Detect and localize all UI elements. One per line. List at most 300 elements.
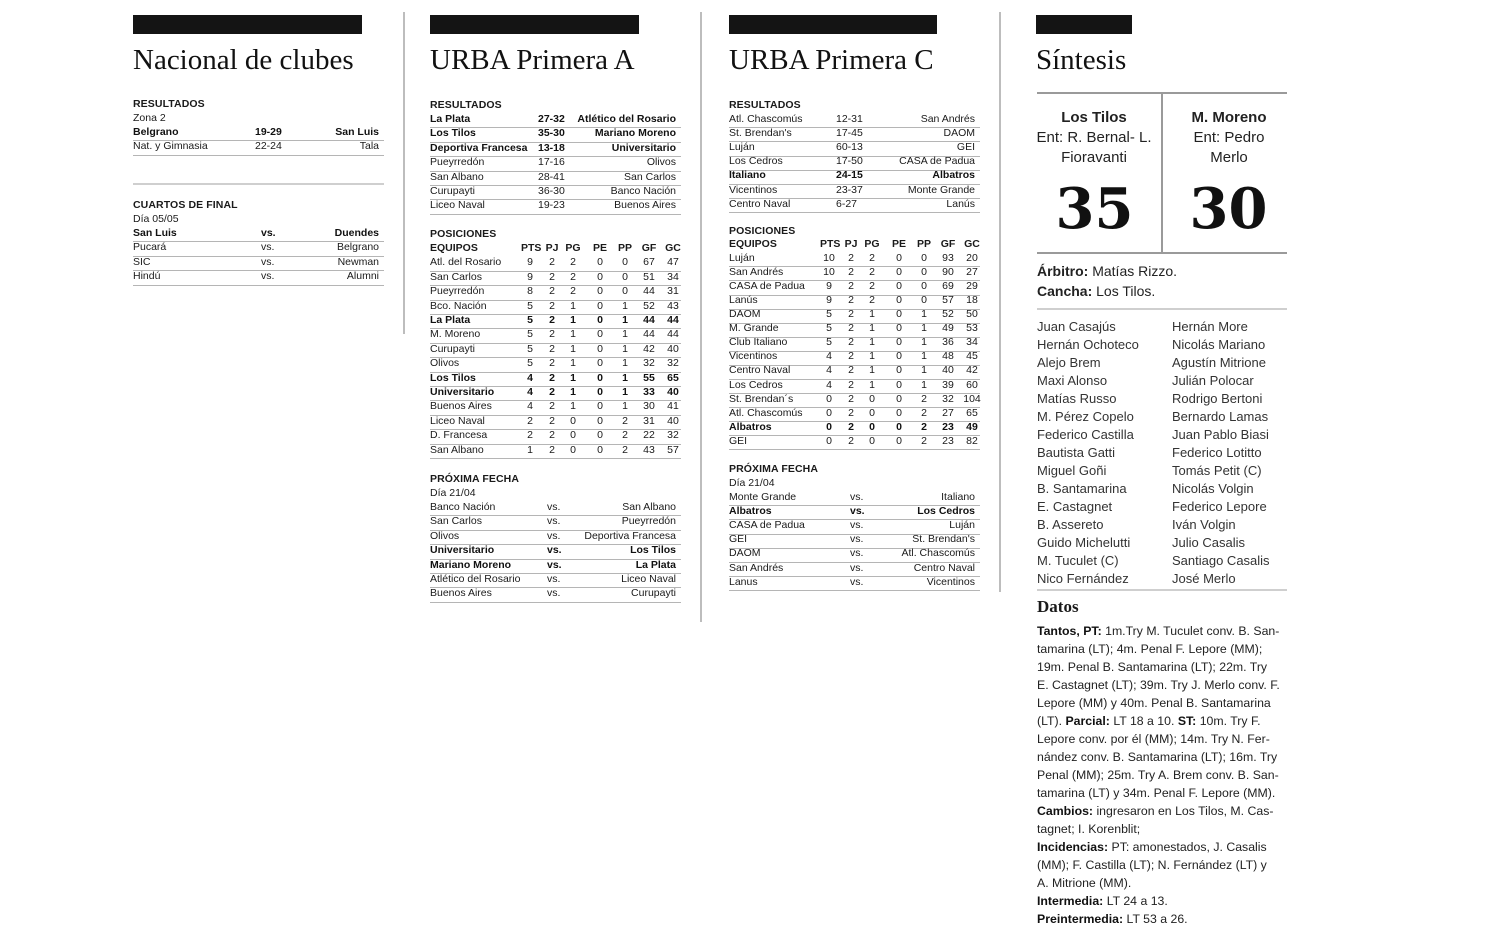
- resultados-label: RESULTADOS: [133, 98, 205, 110]
- stat-cell: 2: [869, 294, 875, 307]
- vs-label: vs.: [547, 529, 561, 542]
- section-bar: [1036, 15, 1132, 34]
- column-divider: [700, 12, 702, 622]
- datos-label: Intermedia:: [1037, 894, 1104, 908]
- stat-cell: 0: [826, 420, 832, 433]
- stat-cell: 23: [942, 434, 954, 447]
- away-team: Alumni: [346, 270, 379, 283]
- stat-cell: 42: [643, 342, 655, 355]
- stat-cell: 4: [826, 350, 832, 363]
- away-team: Los Cedros: [917, 505, 975, 518]
- vs-label: vs.: [850, 547, 864, 560]
- datos-line: [1037, 892, 1289, 910]
- team-name: Olivos: [430, 357, 460, 370]
- stat-cell: 2: [848, 280, 854, 293]
- home-team-name: Los Tilos: [1061, 109, 1127, 126]
- score-divider: [1161, 94, 1163, 252]
- away-team: Buenos Aires: [614, 199, 676, 212]
- stat-cell: 4: [527, 371, 533, 384]
- stat-cell: 0: [597, 400, 603, 413]
- team-name: D. Francesa: [430, 429, 488, 442]
- home-team: Albatros: [729, 505, 772, 518]
- team-name: Bco. Nación: [430, 299, 487, 312]
- stat-cell: 1: [570, 371, 576, 384]
- stat-cell: 4: [826, 364, 832, 377]
- datos-label: Tantos, PT:: [1037, 624, 1102, 638]
- home-team: Centro Naval: [729, 197, 791, 210]
- datos-text: 10m. Try F.: [1196, 714, 1261, 728]
- section-title: Síntesis: [1036, 44, 1127, 76]
- stat-cell: 5: [826, 308, 832, 321]
- stat-cell: 57: [942, 294, 954, 307]
- stat-cell: 2: [549, 314, 555, 326]
- stat-cell: 10: [823, 266, 835, 279]
- score: 24-15: [836, 169, 863, 182]
- team-name: M. Moreno: [430, 328, 481, 341]
- table-row: [430, 400, 681, 415]
- stat-cell: 0: [622, 285, 628, 298]
- player-name: Federico Lepore: [1172, 499, 1267, 514]
- score: 13-18: [538, 141, 565, 154]
- away-team-name: M. Moreno: [1191, 109, 1267, 126]
- stat-cell: 0: [622, 270, 628, 283]
- cancha-value: Los Tilos.: [1096, 283, 1156, 299]
- column-header: GC: [964, 238, 980, 250]
- team-name: Albatros: [729, 420, 772, 433]
- team-name: Pueyrredón: [430, 285, 485, 298]
- home-coach: Fioravanti: [1061, 149, 1127, 166]
- player-name: Guido Michelutti: [1037, 535, 1131, 550]
- stat-cell: 2: [848, 434, 854, 447]
- stat-cell: 22: [643, 429, 655, 442]
- stat-cell: 1: [869, 350, 875, 363]
- home-team: La Plata: [430, 113, 471, 125]
- stat-cell: 0: [921, 266, 927, 279]
- home-team: DAOM: [729, 547, 761, 560]
- player-name: Nicolás Mariano: [1172, 337, 1266, 352]
- away-coach: Ent: Pedro: [1193, 129, 1265, 146]
- result-row: [729, 155, 980, 170]
- stat-cell: 1: [622, 299, 628, 312]
- fixture-row: [133, 241, 384, 256]
- vs-label: vs.: [547, 573, 561, 585]
- fixture-row: [729, 519, 980, 534]
- datos-label: ST:: [1177, 714, 1197, 728]
- table-row: [430, 328, 681, 343]
- datos-line: [1037, 838, 1289, 856]
- stat-cell: 9: [527, 256, 533, 269]
- stat-cell: 2: [869, 252, 875, 265]
- team-name: San Carlos: [430, 270, 482, 283]
- stat-cell: 1: [921, 336, 927, 349]
- section-title: Nacional de clubes: [133, 44, 354, 76]
- vs-label: vs.: [850, 533, 864, 546]
- stat-cell: 2: [549, 256, 555, 269]
- player-name: José Merlo: [1172, 571, 1236, 586]
- stat-cell: 0: [597, 429, 603, 442]
- datos-text: (LT).: [1037, 714, 1066, 728]
- stat-cell: 2: [549, 429, 555, 442]
- stat-cell: 2: [869, 280, 875, 293]
- stat-cell: 69: [942, 280, 954, 293]
- datos-title: Datos: [1037, 597, 1079, 616]
- stat-cell: 49: [966, 420, 978, 433]
- stat-cell: 10: [823, 252, 835, 265]
- vs-label: vs.: [547, 544, 562, 557]
- away-team: Olivos: [646, 156, 676, 169]
- stat-cell: 2: [570, 285, 576, 298]
- team-name: DAOM: [729, 308, 761, 321]
- home-team: San Andrés: [729, 561, 784, 574]
- stat-cell: 0: [896, 406, 902, 419]
- stat-cell: 1: [869, 322, 875, 335]
- away-team: San Carlos: [624, 170, 676, 183]
- stat-cell: 0: [896, 252, 902, 265]
- stat-cell: 44: [643, 328, 655, 341]
- away-team: Los Tilos: [630, 544, 676, 557]
- home-team: Italiano: [729, 169, 766, 182]
- stat-cell: 2: [848, 406, 854, 419]
- team-name: La Plata: [430, 314, 471, 326]
- fixture-row: [430, 559, 681, 574]
- stat-cell: 1: [622, 400, 628, 413]
- fixture-row: [133, 227, 384, 242]
- score: 17-50: [836, 155, 863, 168]
- section-bar: [133, 15, 362, 34]
- dia-label: Día 21/04: [430, 487, 476, 499]
- datos-text: LT 53 a 26.: [1123, 912, 1188, 926]
- stat-cell: 2: [527, 414, 533, 427]
- stat-cell: 1: [622, 314, 628, 326]
- stat-cell: 0: [597, 414, 603, 427]
- resultados-label: RESULTADOS: [430, 99, 502, 111]
- column-header: PG: [864, 238, 880, 250]
- player-name: Tomás Petit (C): [1172, 463, 1262, 478]
- vs-label: vs.: [850, 561, 864, 574]
- stat-cell: 32: [667, 429, 679, 442]
- table-row: [430, 357, 681, 372]
- datos-line: [1037, 820, 1289, 838]
- fixture-row: [729, 533, 980, 548]
- column-header: PP: [916, 238, 931, 250]
- team-name: GEI: [729, 434, 748, 447]
- stat-cell: 0: [570, 443, 576, 456]
- home-coach: Ent: R. Bernal- L.: [1036, 129, 1152, 146]
- stat-cell: 44: [643, 314, 655, 326]
- stat-cell: 1: [570, 314, 576, 326]
- cuartos-label: CUARTOS DE FINAL: [133, 199, 238, 211]
- fixture-row: [133, 270, 384, 285]
- stat-cell: 1: [527, 443, 533, 456]
- home-team: Pueyrredón: [430, 156, 485, 169]
- away-team: Vicentinos: [926, 575, 975, 588]
- stat-cell: 0: [826, 434, 832, 447]
- player-name: Maxi Alonso: [1037, 373, 1108, 388]
- team-name: Los Tilos: [430, 371, 476, 384]
- fixture-row: [430, 530, 681, 545]
- datos-text: E. Castagnet (LT); 39m. Try J. Merlo conv. F.: [1037, 678, 1280, 692]
- stat-cell: 8: [527, 285, 533, 298]
- home-team: Banco Nación: [430, 501, 496, 513]
- table-header: [729, 238, 980, 252]
- stat-cell: 5: [826, 336, 832, 349]
- away-team: San Andrés: [920, 113, 975, 125]
- stat-cell: 9: [826, 280, 832, 293]
- stat-cell: 5: [527, 314, 533, 326]
- result-row: [430, 185, 681, 200]
- table-row: [430, 444, 681, 459]
- away-team: Pueyrredón: [621, 515, 676, 528]
- player-name: Federico Lotitto: [1172, 445, 1262, 460]
- stat-cell: 0: [896, 336, 902, 349]
- stat-cell: 55: [643, 371, 655, 384]
- result-row: [729, 198, 980, 213]
- vs-label: vs.: [850, 505, 865, 518]
- stat-cell: 2: [549, 328, 555, 341]
- team-name: Curupayti: [430, 342, 475, 355]
- home-team: Universitario: [430, 544, 495, 557]
- away-score: 30: [1189, 176, 1268, 242]
- home-team: CASA de Padua: [729, 519, 805, 532]
- datos-text: nández conv. B. Santamarina (LT); 16m. Try: [1037, 750, 1278, 764]
- away-coach: Merlo: [1210, 149, 1248, 166]
- player-name: Juan Casajús: [1037, 319, 1116, 334]
- away-team: Tala: [359, 140, 379, 153]
- player-name: Bautista Gatti: [1037, 445, 1116, 460]
- stat-cell: 49: [942, 322, 954, 335]
- section-title: URBA Primera C: [729, 44, 934, 76]
- stat-cell: 0: [896, 308, 902, 321]
- stat-cell: 0: [597, 342, 603, 355]
- stat-cell: 30: [643, 400, 655, 413]
- stat-cell: 44: [643, 285, 655, 298]
- vs-label: vs.: [261, 241, 275, 254]
- player-name: M. Pérez Copelo: [1037, 409, 1134, 424]
- team-name: San Andrés: [729, 266, 784, 279]
- stat-cell: 0: [597, 371, 603, 384]
- score: 35-30: [538, 127, 565, 140]
- away-team: San Luis: [335, 126, 379, 138]
- dia-label: Día 05/05: [133, 213, 179, 225]
- away-team: Curupayti: [631, 587, 676, 600]
- stat-cell: 43: [643, 443, 655, 456]
- stat-cell: 0: [896, 392, 902, 405]
- result-row: [729, 127, 980, 142]
- stat-cell: 1: [869, 308, 875, 321]
- column-divider: [403, 12, 405, 334]
- stat-cell: 1: [921, 308, 927, 321]
- stat-cell: 34: [667, 270, 679, 283]
- stat-cell: 0: [597, 386, 603, 398]
- column-header: PE: [891, 238, 906, 250]
- stat-cell: 0: [869, 434, 875, 447]
- posiciones-label: POSICIONES: [430, 228, 497, 240]
- stat-cell: 44: [667, 314, 679, 326]
- stat-cell: 0: [896, 378, 902, 391]
- stat-cell: 2: [622, 414, 628, 427]
- team-name: Universitario: [430, 386, 495, 398]
- datos-line: [1037, 658, 1289, 676]
- stat-cell: 2: [549, 270, 555, 283]
- stat-cell: 0: [896, 294, 902, 307]
- stat-cell: 1: [869, 336, 875, 349]
- result-row: [729, 184, 980, 199]
- datos-line: [1037, 712, 1289, 730]
- stat-cell: 2: [848, 392, 854, 405]
- stat-cell: 2: [848, 364, 854, 377]
- stat-cell: 2: [848, 252, 854, 265]
- stat-cell: 0: [570, 414, 576, 427]
- stat-cell: 1: [570, 357, 576, 370]
- result-row: [729, 113, 980, 128]
- column-header: PE: [592, 242, 607, 254]
- dia-label: Día 21/04: [729, 477, 775, 489]
- stat-cell: 36: [942, 336, 954, 349]
- stat-cell: 2: [549, 342, 555, 355]
- stat-cell: 2: [921, 434, 927, 447]
- score: 27-32: [538, 113, 565, 125]
- home-team: Nat. y Gimnasia: [133, 140, 208, 153]
- stat-cell: 2: [549, 357, 555, 370]
- player-name: Nicolás Volgin: [1172, 481, 1254, 496]
- away-team: Albatros: [932, 169, 975, 182]
- score: 19-29: [255, 126, 282, 138]
- vs-label: vs.: [261, 255, 275, 268]
- away-team: San Albano: [622, 501, 676, 513]
- away-team: Newman: [337, 255, 379, 268]
- result-row: [133, 140, 384, 155]
- stat-cell: 23: [942, 420, 954, 433]
- stat-cell: 20: [966, 252, 978, 265]
- home-team: Atl. Chascomús: [729, 113, 803, 125]
- stat-cell: 2: [921, 420, 927, 433]
- stat-cell: 1: [622, 342, 628, 355]
- datos-line: [1037, 874, 1289, 892]
- home-team: Los Tilos: [430, 127, 476, 140]
- away-team: Atlético del Rosario: [577, 113, 676, 125]
- result-row: [430, 142, 681, 157]
- fixture-row: [430, 501, 681, 516]
- away-team: CASA de Padua: [899, 155, 975, 168]
- posiciones-label: POSICIONES: [729, 225, 796, 237]
- home-team: GEI: [729, 533, 748, 546]
- team-name: San Albano: [430, 443, 484, 456]
- stat-cell: 1: [622, 328, 628, 341]
- datos-text: (MM); F. Castilla (LT); N. Fernández (LT) y: [1037, 858, 1267, 872]
- home-team: Liceo Naval: [430, 199, 485, 212]
- team-name: Los Cedros: [729, 378, 783, 391]
- stat-cell: 4: [527, 400, 533, 413]
- stat-cell: 2: [549, 386, 555, 398]
- column-header: PG: [565, 242, 581, 254]
- stat-cell: 2: [622, 443, 628, 456]
- stat-cell: 53: [966, 322, 978, 335]
- score: 17-45: [836, 127, 863, 140]
- stat-cell: 4: [826, 378, 832, 391]
- cancha-label: Cancha:: [1037, 283, 1093, 299]
- stat-cell: 41: [667, 400, 679, 413]
- datos-line: [1037, 748, 1289, 766]
- away-team: Universitario: [611, 141, 676, 154]
- column-header: PTS: [521, 242, 542, 254]
- stat-cell: 0: [896, 364, 902, 377]
- datos-label: Parcial:: [1065, 714, 1110, 728]
- team-name: Luján: [729, 252, 755, 265]
- stat-cell: 5: [527, 299, 533, 312]
- player-name: Julián Polocar: [1172, 373, 1254, 388]
- result-row: [430, 127, 681, 142]
- column-header: GF: [940, 238, 956, 250]
- home-team: Olivos: [430, 529, 460, 542]
- stat-cell: 2: [848, 420, 854, 433]
- stat-cell: 40: [942, 364, 954, 377]
- stat-cell: 52: [942, 308, 954, 321]
- stat-cell: 31: [667, 285, 679, 298]
- result-row: [430, 199, 681, 214]
- stat-cell: 0: [921, 294, 927, 307]
- arbitro-line: [1037, 263, 1177, 279]
- stat-cell: 0: [597, 357, 603, 370]
- table-row: [430, 300, 681, 315]
- datos-text: LT 18 a 10.: [1109, 714, 1178, 728]
- section-divider: [1037, 308, 1287, 310]
- home-team: Monte Grande: [729, 491, 797, 503]
- stat-cell: 2: [848, 294, 854, 307]
- fixture-row: [729, 576, 980, 591]
- section-bar: [729, 15, 937, 34]
- score: 28-41: [538, 170, 565, 183]
- player-name: Matías Russo: [1037, 391, 1117, 406]
- stat-cell: 9: [826, 294, 832, 307]
- datos-text: Lepore conv. por él (MM); 14m. Try N. Fer-: [1037, 732, 1270, 746]
- home-team: Hindú: [133, 270, 161, 283]
- stat-cell: 50: [966, 308, 978, 321]
- datos-text: tamarina (LT) y 34m. Penal F. Lepore (MM).: [1037, 786, 1276, 800]
- datos-line: [1037, 784, 1289, 802]
- player-name: Santiago Casalis: [1172, 553, 1270, 568]
- stat-cell: 0: [597, 314, 603, 326]
- home-team: Pucará: [133, 241, 167, 254]
- datos-text: 1m.Try M. Tuculet conv. B. San-: [1101, 624, 1280, 638]
- result-row: [430, 156, 681, 171]
- vs-label: vs.: [261, 270, 275, 283]
- away-team: Luján: [949, 519, 975, 532]
- fixture-row: [729, 505, 980, 520]
- home-team: San Luis: [133, 227, 177, 239]
- stat-cell: 57: [667, 443, 679, 456]
- stat-cell: 40: [667, 414, 679, 427]
- stat-cell: 0: [869, 392, 875, 405]
- fixture-row: [729, 547, 980, 562]
- datos-line: [1037, 802, 1289, 820]
- stat-cell: 2: [549, 443, 555, 456]
- stat-cell: 9: [527, 270, 533, 283]
- stat-cell: 4: [527, 386, 533, 398]
- away-team: [1166, 108, 1292, 168]
- table-row: [430, 343, 681, 358]
- stat-cell: 0: [896, 266, 902, 279]
- player-name: Alejo Brem: [1037, 355, 1101, 370]
- score: 17-16: [538, 156, 565, 169]
- arbitro-label: Árbitro:: [1037, 263, 1089, 279]
- score: 36-30: [538, 185, 565, 197]
- column-header: EQUIPOS: [729, 238, 777, 250]
- stat-cell: 5: [527, 342, 533, 355]
- away-team: Banco Nación: [610, 185, 676, 197]
- stat-cell: 82: [966, 434, 978, 447]
- stat-cell: 47: [667, 256, 679, 269]
- stat-cell: 0: [826, 406, 832, 419]
